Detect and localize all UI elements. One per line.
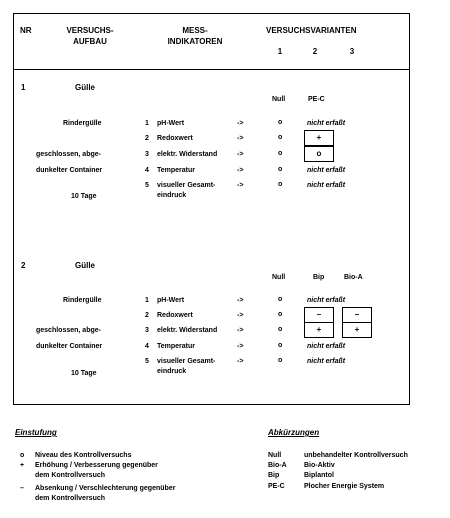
section-2-aufbau-4: 10 Tage bbox=[71, 370, 97, 377]
s1-row4-arrow: -> bbox=[237, 167, 244, 174]
s2-row5-arrow: -> bbox=[237, 358, 244, 365]
section-2-col-v3: Bio-A bbox=[344, 274, 363, 281]
s2-row1-arrow: -> bbox=[237, 297, 244, 304]
legend-sym-3: – bbox=[20, 485, 24, 492]
s1-row5-null: o bbox=[278, 181, 283, 188]
section-1-col-null: Null bbox=[272, 96, 286, 103]
s2-row1-v2: nicht erfaßt bbox=[307, 297, 346, 304]
s2-row3-v3-box bbox=[342, 322, 372, 338]
s2-row1-num: 1 bbox=[145, 297, 149, 304]
header-variant-3: 3 bbox=[349, 47, 355, 56]
header-aufbau-line2: AUFBAU bbox=[73, 37, 107, 46]
section-1-aufbau-3: dunkelter Container bbox=[36, 167, 103, 174]
s1-row4-v2: nicht erfaßt bbox=[307, 167, 346, 174]
table-border-left bbox=[13, 13, 14, 405]
s2-row3-v2: + bbox=[316, 325, 322, 334]
s2-row3-v2-box bbox=[304, 322, 334, 338]
abbrev-title: Abkürzungen bbox=[268, 428, 320, 437]
s2-row4-num: 4 bbox=[145, 343, 149, 350]
legend-title: Einstufung bbox=[15, 428, 57, 437]
s1-row3-v2-box bbox=[304, 146, 334, 162]
header-mess-line2: INDIKATOREN bbox=[167, 37, 223, 46]
s2-row5-label2: eindruck bbox=[157, 368, 187, 375]
section-2-col-null: Null bbox=[272, 274, 286, 281]
section-1-aufbau-4: 10 Tage bbox=[71, 193, 97, 200]
section-2-title: Gülle bbox=[75, 261, 96, 270]
s1-row2-null: o bbox=[278, 134, 283, 141]
table-border-top bbox=[13, 13, 410, 14]
s1-row3-label: elektr. Widerstand bbox=[157, 151, 218, 158]
abbrev-key-2: Bio-A bbox=[268, 462, 287, 469]
s1-row1-null: o bbox=[278, 119, 283, 126]
s2-row5-num: 5 bbox=[145, 358, 149, 365]
abbrev-val-4: Plocher Energie System bbox=[304, 483, 385, 490]
section-2-aufbau-3: dunkelter Container bbox=[36, 343, 103, 350]
header-varianten: VERSUCHSVARIANTEN bbox=[266, 26, 357, 35]
section-1-title: Gülle bbox=[75, 83, 96, 92]
s1-row5-label2: eindruck bbox=[157, 192, 187, 199]
s2-row4-null: o bbox=[278, 342, 283, 349]
header-variant-2: 2 bbox=[312, 47, 318, 56]
abbrev-key-3: Bip bbox=[268, 472, 280, 479]
s2-row2-arrow: -> bbox=[237, 312, 244, 319]
s2-row3-null: o bbox=[278, 326, 283, 333]
legend-text-3b: dem Kontrollversuch bbox=[35, 495, 106, 502]
header-divider bbox=[13, 69, 410, 70]
s2-row1-null: o bbox=[278, 296, 283, 303]
s1-row4-label: Temperatur bbox=[157, 167, 195, 174]
abbrev-key-1: Null bbox=[268, 452, 282, 459]
s2-row2-v3: – bbox=[354, 310, 360, 319]
section-1-aufbau-1: Rindergülle bbox=[63, 120, 102, 127]
s2-row5-v2: nicht erfaßt bbox=[307, 358, 346, 365]
abbrev-val-2: Bio-Aktiv bbox=[304, 462, 335, 469]
s2-row2-v3-box bbox=[342, 307, 372, 323]
section-2-nr: 2 bbox=[21, 261, 26, 270]
s1-row2-num: 2 bbox=[145, 135, 149, 142]
section-1-nr: 1 bbox=[21, 83, 26, 92]
legend-text-2: Erhöhung / Verbesserung gegenüber bbox=[35, 462, 158, 469]
section-1-col-v2: PE-C bbox=[308, 96, 325, 103]
s1-row2-v2-box bbox=[304, 130, 334, 146]
header-aufbau-line1: VERSUCHS- bbox=[66, 26, 114, 35]
legend-sym-1: o bbox=[20, 452, 25, 459]
s1-row5-num: 5 bbox=[145, 182, 149, 189]
section-2-aufbau-2: geschlossen, abge- bbox=[36, 327, 101, 334]
s2-row5-null: o bbox=[278, 357, 283, 364]
s2-row4-arrow: -> bbox=[237, 343, 244, 350]
s2-row2-v2-box bbox=[304, 307, 334, 323]
header-variant-1: 1 bbox=[277, 47, 283, 56]
s1-row2-label: Redoxwert bbox=[157, 135, 193, 142]
s1-row2-arrow: -> bbox=[237, 135, 244, 142]
header-mess-line1: MESS- bbox=[182, 26, 208, 35]
table-border-right bbox=[409, 13, 410, 405]
s2-row3-arrow: -> bbox=[237, 327, 244, 334]
abbrev-key-4: PE-C bbox=[268, 483, 285, 490]
section-2-col-v2: Bip bbox=[313, 274, 325, 281]
abbrev-val-3: Biplantol bbox=[304, 472, 334, 479]
s2-row3-label: elektr. Widerstand bbox=[157, 327, 218, 334]
s1-row1-num: 1 bbox=[145, 120, 149, 127]
s1-row1-v2: nicht erfaßt bbox=[307, 120, 346, 127]
s1-row3-arrow: -> bbox=[237, 151, 244, 158]
s1-row3-v2: o bbox=[316, 149, 322, 158]
s2-row3-v3: + bbox=[354, 325, 360, 334]
legend-sym-2: + bbox=[20, 462, 25, 469]
s2-row3-num: 3 bbox=[145, 327, 149, 334]
s1-row5-label: visueller Gesamt- bbox=[157, 182, 216, 189]
s1-row2-v2: + bbox=[316, 133, 322, 142]
legend-text-3: Absenkung / Verschlechterung gegenüber bbox=[35, 485, 176, 492]
s2-row5-label: visueller Gesamt- bbox=[157, 358, 216, 365]
legend-text-2b: dem Kontrollversuch bbox=[35, 472, 106, 479]
s1-row1-label: pH-Wert bbox=[157, 120, 185, 127]
s1-row3-num: 3 bbox=[145, 151, 149, 158]
s2-row1-label: pH-Wert bbox=[157, 297, 185, 304]
legend-text-1: Niveau des Kontrollversuchs bbox=[35, 452, 132, 459]
s1-row5-arrow: -> bbox=[237, 182, 244, 189]
s2-row4-v2: nicht erfaßt bbox=[307, 343, 346, 350]
table-border-bottom bbox=[13, 404, 410, 405]
s2-row2-v2: – bbox=[316, 310, 322, 319]
s2-row2-null: o bbox=[278, 311, 283, 318]
section-1-aufbau-2: geschlossen, abge- bbox=[36, 151, 101, 158]
s1-row1-arrow: -> bbox=[237, 120, 244, 127]
s1-row4-null: o bbox=[278, 166, 283, 173]
abbrev-val-1: unbehandelter Kontrollversuch bbox=[304, 452, 408, 459]
s1-row5-v2: nicht erfaßt bbox=[307, 182, 346, 189]
section-2-aufbau-1: Rindergülle bbox=[63, 297, 102, 304]
header-nr: NR bbox=[20, 26, 32, 35]
s1-row3-null: o bbox=[278, 150, 283, 157]
s2-row2-num: 2 bbox=[145, 312, 149, 319]
s1-row4-num: 4 bbox=[145, 167, 149, 174]
s2-row2-label: Redoxwert bbox=[157, 312, 193, 319]
s2-row4-label: Temperatur bbox=[157, 343, 195, 350]
